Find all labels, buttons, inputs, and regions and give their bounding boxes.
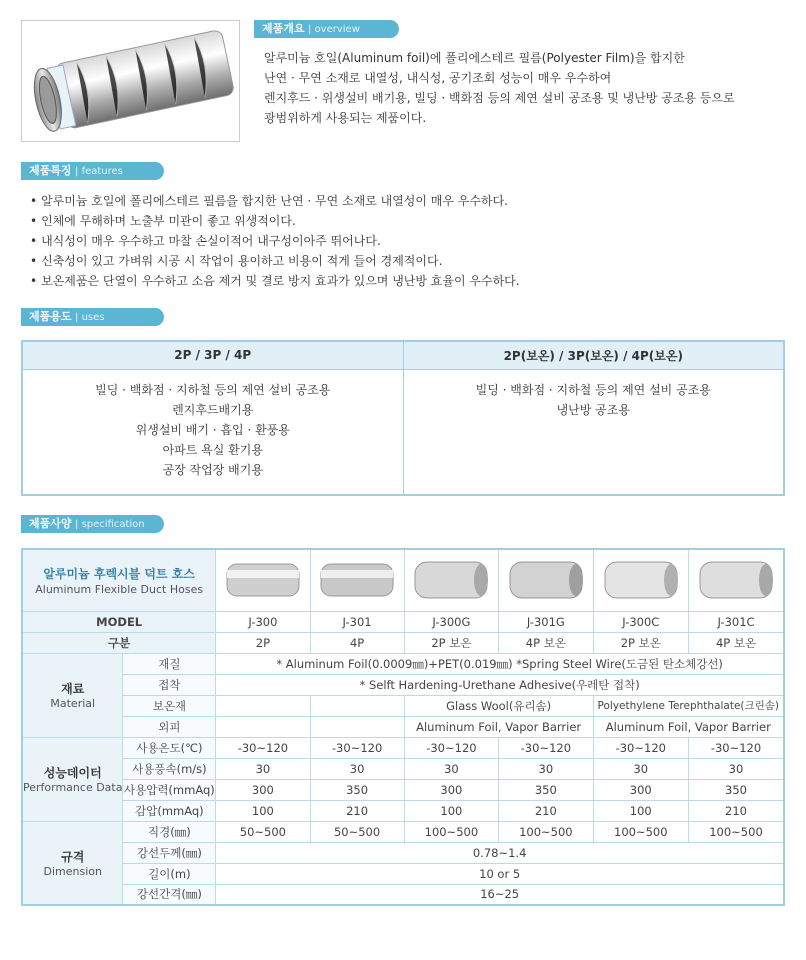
uses-col2-title: 2P(보온) / 3P(보온) / 4P(보온) [403,341,784,369]
features-list [30,191,790,291]
quality-label: 재질 [123,653,216,674]
product-image [593,549,688,611]
outer-c: Aluminum Foil, Vapor Barrier [593,716,784,737]
product-image [689,549,785,611]
overview-line: 광범위하게 사용되는 제품이다. [264,111,427,125]
perf-cell: -30~120 [499,737,593,758]
perf-cell: 350 [689,779,785,800]
hose-image [411,556,491,604]
diameter-cell: 100~500 [499,821,593,842]
hose-image [601,556,681,604]
use-item: 아파트 욕실 환기용 [162,442,263,457]
product-photo [21,20,240,142]
model-cell: J-301G [499,611,593,632]
feature-item: • 알루미늄 호일에 폴리에스테르 필름을 합지한 난연 · 무연 소재로 내열성이 매우 우수하다. [30,191,790,211]
perf-cell: 100 [216,800,310,821]
use-item: 빌딩 · 백화점 · 지하철 등의 제연 설비 공조용 [95,382,331,397]
product-image [216,549,310,611]
wire-pitch-label: 강선간격(㎜) [123,884,216,905]
product-image [499,549,593,611]
spec-header: 제품사양 | specification [21,515,164,533]
perf-cell: -30~120 [310,737,404,758]
diameter-label: 직경(㎜) [123,821,216,842]
model-cell: J-300G [404,611,498,632]
outer-label: 외피 [123,716,216,737]
perf-label: 사용압력(mmAq) [123,779,216,800]
type-cell: 4P 보온 [689,632,785,653]
perf-cell: 30 [216,758,310,779]
perf-cell: -30~120 [404,737,498,758]
perf-cell: 300 [593,779,688,800]
feature-item: • 내식성이 매우 우수하고 마찰 손실이적어 내구성이아주 뛰어나다. [30,231,790,251]
dimension-group: 규격 Dimension [22,821,123,905]
performance-group: 성능데이터 Performance Data [22,737,123,821]
perf-cell: 210 [310,800,404,821]
perf-cell: -30~120 [689,737,785,758]
perf-cell: 300 [404,779,498,800]
use-item: 위생설비 배기 · 흡입 · 환풍용 [135,422,290,437]
type-cell: 2P [216,632,310,653]
uses-col1 [22,369,403,495]
uses-table [21,340,785,496]
perf-cell: 350 [310,779,404,800]
hose-image [223,556,303,604]
diameter-cell: 50~500 [310,821,404,842]
perf-cell: 100 [593,800,688,821]
model-cell: J-300 [216,611,310,632]
insulation-label: 보온재 [123,695,216,716]
perf-cell: 30 [689,758,785,779]
perf-cell: 210 [689,800,785,821]
uses-header: 제품용도 | uses [21,308,164,326]
length-label: 길이(m) [123,863,216,884]
diameter-cell: 100~500 [689,821,785,842]
insulation-c: Polyethylene Terephthalate(크린솜) [593,695,784,716]
empty-cell [216,695,310,716]
overview-line: 렌지후드 · 위생설비 배기용, 빌딩 · 백화점 등의 제연 설비 공조용 및 냉난방 공조용 등으로 [264,91,735,105]
empty-cell [310,695,404,716]
feature-item: • 보온제품은 단열이 우수하고 소음 제거 및 결로 방지 효과가 있으며 냉난방 효율이 우수하다. [30,271,790,291]
hose-image [696,556,776,604]
feature-item: • 신축성이 있고 가벼워 시공 시 작업이 용이하고 비용이 적게 들어 경제적이다. [30,251,790,271]
use-item: 냉난방 공조용 [556,402,630,417]
type-cell: 2P 보온 [404,632,498,653]
overview-text [264,48,784,128]
wire-pitch-value: 16~25 [216,884,784,905]
perf-cell: -30~120 [593,737,688,758]
uses-col1-title: 2P / 3P / 4P [22,341,403,369]
material-group: 재료 Material [22,653,123,737]
perf-cell: 30 [310,758,404,779]
use-item: 렌지후드배기용 [172,402,254,417]
use-item: 공장 작업장 배기용 [162,462,263,477]
uses-col2 [403,369,784,495]
diameter-cell: 100~500 [404,821,498,842]
spec-table [21,548,785,906]
perf-cell: 30 [404,758,498,779]
perf-cell: 350 [499,779,593,800]
hose-image [506,556,586,604]
insulation-g: Glass Wool(유리솜) [404,695,593,716]
type-label: 구분 [22,632,216,653]
diameter-cell: 50~500 [216,821,310,842]
perf-label: 감압(mmAq) [123,800,216,821]
empty-cell [216,716,310,737]
type-cell: 4P [310,632,404,653]
spec-title-ko: 알루미늄 후렉시블 덕트 호스 [43,566,195,581]
model-cell: J-300C [593,611,688,632]
product-image [310,549,404,611]
spec-title-en: Aluminum Flexible Duct Hoses [35,582,204,596]
overview-line: 난연 · 무연 소재로 내열성, 내식성, 공기조회 성능이 매우 우수하여 [264,71,612,85]
features-header: 제품특징 | features [21,162,164,180]
spec-title [22,549,216,611]
product-image [404,549,498,611]
perf-cell: 30 [593,758,688,779]
perf-cell: 210 [499,800,593,821]
wire-thickness-value: 0.78~1.4 [216,842,784,863]
model-cell: J-301 [310,611,404,632]
perf-cell: 30 [499,758,593,779]
diameter-cell: 100~500 [593,821,688,842]
wire-thickness-label: 강선두께(㎜) [123,842,216,863]
perf-cell: -30~120 [216,737,310,758]
use-item: 빌딩 · 백화점 · 지하철 등의 제연 설비 공조용 [475,382,711,397]
type-cell: 4P 보온 [499,632,593,653]
bonding-value: * Selft Hardening-Urethane Adhesive(우레탄 접착) [216,674,784,695]
perf-cell: 300 [216,779,310,800]
perf-label: 사용온도(℃) [123,737,216,758]
quality-value: * Aluminum Foil(0.0009㎜)+PET(0.019㎜) *Spring Steel Wire(도금된 탄소체강선) [216,653,784,674]
hose-image [317,556,397,604]
empty-cell [310,716,404,737]
feature-item: • 인체에 무해하며 노출부 미관이 좋고 위생적이다. [30,211,790,231]
type-cell: 2P 보온 [593,632,688,653]
overview-line: 알루미늄 호일(Aluminum foil)에 폴리에스테르 필름(Polyester Film)을 합지한 [264,51,685,65]
length-value: 10 or 5 [216,863,784,884]
perf-label: 사용풍속(m/s) [123,758,216,779]
outer-g: Aluminum Foil, Vapor Barrier [404,716,593,737]
model-cell: J-301C [689,611,785,632]
overview-header: 제품개요 | overview [254,20,399,38]
perf-cell: 100 [404,800,498,821]
model-label: MODEL [22,611,216,632]
bonding-label: 접착 [123,674,216,695]
